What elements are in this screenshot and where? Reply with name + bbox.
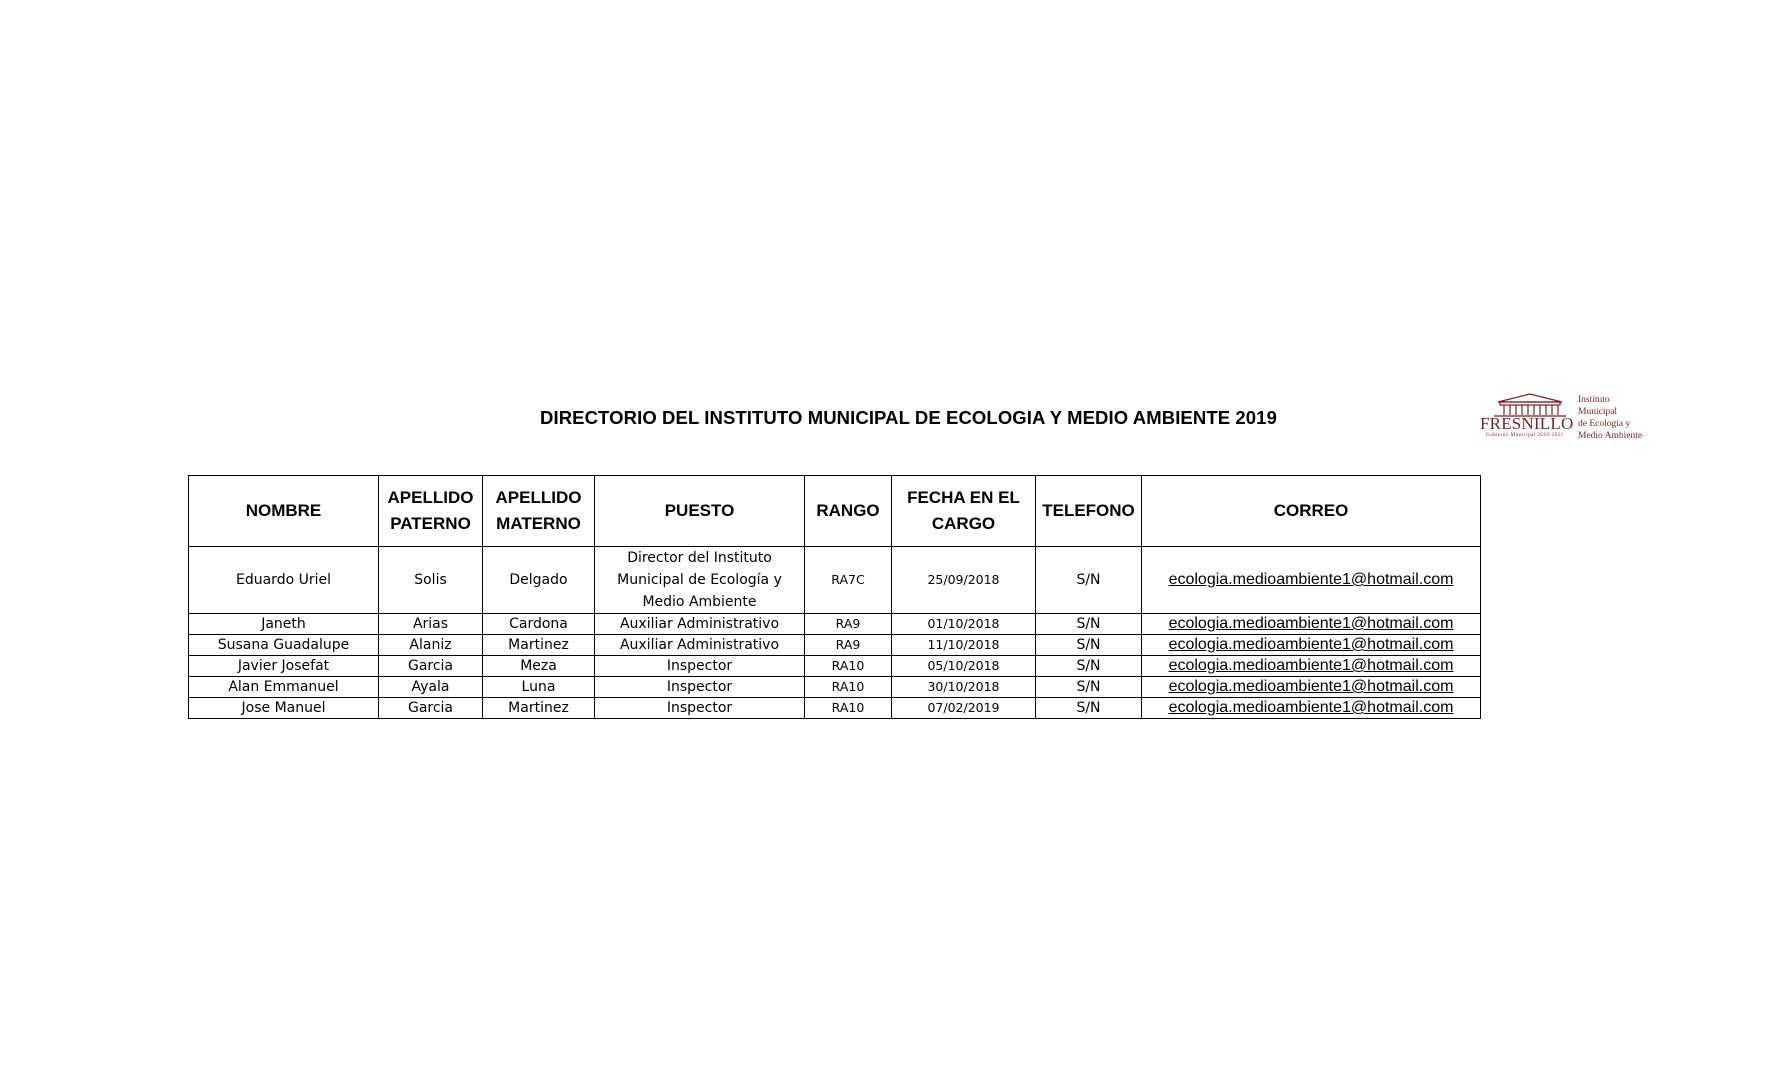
cell-materno: Martinez <box>483 635 595 656</box>
cell-rango: RA10 <box>805 656 892 677</box>
cell-telefono: S/N <box>1036 656 1142 677</box>
cell-materno: Luna <box>483 677 595 698</box>
cell-paterno: Alaniz <box>379 635 483 656</box>
cell-nombre: Susana Guadalupe <box>189 635 379 656</box>
cell-paterno: Arias <box>379 614 483 635</box>
cell-nombre: Janeth <box>189 614 379 635</box>
cell-nombre: Alan Emmanuel <box>189 677 379 698</box>
cell-materno: Delgado <box>483 547 595 614</box>
cell-fecha: 25/09/2018 <box>892 547 1036 614</box>
table-row <box>189 614 1481 635</box>
logo-wordmark: FRESNILLO <box>1480 414 1574 433</box>
cell-fecha: 11/10/2018 <box>892 635 1036 656</box>
fresnillo-logo <box>1478 390 1668 450</box>
header-puesto: PUESTO <box>595 476 805 547</box>
cell-rango: RA9 <box>805 614 892 635</box>
cell-telefono: S/N <box>1036 614 1142 635</box>
cell-correo-link[interactable]: ecologia.medioambiente1@hotmail.com <box>1142 656 1481 677</box>
cell-fecha: 07/02/2019 <box>892 698 1036 719</box>
cell-fecha: 01/10/2018 <box>892 614 1036 635</box>
cell-correo-link[interactable]: ecologia.medioambiente1@hotmail.com <box>1142 635 1481 656</box>
cell-telefono: S/N <box>1036 677 1142 698</box>
cell-puesto: Inspector <box>595 677 805 698</box>
header-nombre: NOMBRE <box>189 476 379 547</box>
header-correo: CORREO <box>1142 476 1481 547</box>
cell-materno: Martinez <box>483 698 595 719</box>
table-row <box>189 677 1481 698</box>
cell-puesto: Inspector <box>595 656 805 677</box>
cell-telefono: S/N <box>1036 635 1142 656</box>
logo-institute-text: Instituto Municipal de Ecología y Medio Ambiente <box>1578 395 1643 441</box>
table-row <box>189 698 1481 719</box>
header-apellido-paterno: APELLIDO PATERNO <box>379 476 483 547</box>
table-row <box>189 656 1481 677</box>
cell-telefono: S/N <box>1036 698 1142 719</box>
cell-rango: RA10 <box>805 677 892 698</box>
cell-nombre: Eduardo Uriel <box>189 547 379 614</box>
cell-correo-link[interactable]: ecologia.medioambiente1@hotmail.com <box>1142 547 1481 614</box>
cell-paterno: Ayala <box>379 677 483 698</box>
cell-puesto: Inspector <box>595 698 805 719</box>
cell-correo-link[interactable]: ecologia.medioambiente1@hotmail.com <box>1142 614 1481 635</box>
cell-correo-link[interactable]: ecologia.medioambiente1@hotmail.com <box>1142 677 1481 698</box>
header-fecha: FECHA EN EL CARGO <box>892 476 1036 547</box>
cell-correo-link[interactable]: ecologia.medioambiente1@hotmail.com <box>1142 698 1481 719</box>
table-row <box>189 635 1481 656</box>
table-header-row <box>189 476 1481 547</box>
cell-fecha: 30/10/2018 <box>892 677 1036 698</box>
header-apellido-materno: APELLIDO MATERNO <box>483 476 595 547</box>
cell-puesto: Auxiliar Administrativo <box>595 635 805 656</box>
cell-nombre: Jose Manuel <box>189 698 379 719</box>
table-row <box>189 547 1481 614</box>
cell-telefono: S/N <box>1036 547 1142 614</box>
cell-paterno: Garcia <box>379 698 483 719</box>
cell-paterno: Garcia <box>379 656 483 677</box>
logo-tagline: Gobierno Municipal 2018-2021 <box>1486 433 1564 438</box>
header-telefono: TELEFONO <box>1036 476 1142 547</box>
header-rango: RANGO <box>805 476 892 547</box>
cell-fecha: 05/10/2018 <box>892 656 1036 677</box>
directory-table <box>188 475 1481 719</box>
cell-rango: RA9 <box>805 635 892 656</box>
cell-materno: Meza <box>483 656 595 677</box>
cell-puesto: Director del Instituto Municipal de Ecología y Medio Ambiente <box>595 547 805 614</box>
cell-rango: RA7C <box>805 547 892 614</box>
cell-materno: Cardona <box>483 614 595 635</box>
document-title: DIRECTORIO DEL INSTITUTO MUNICIPAL DE ECOLOGIA Y MEDIO AMBIENTE 2019 <box>540 407 1277 428</box>
cell-rango: RA10 <box>805 698 892 719</box>
cell-paterno: Solis <box>379 547 483 614</box>
cell-nombre: Javier Josefat <box>189 656 379 677</box>
cell-puesto: Auxiliar Administrativo <box>595 614 805 635</box>
